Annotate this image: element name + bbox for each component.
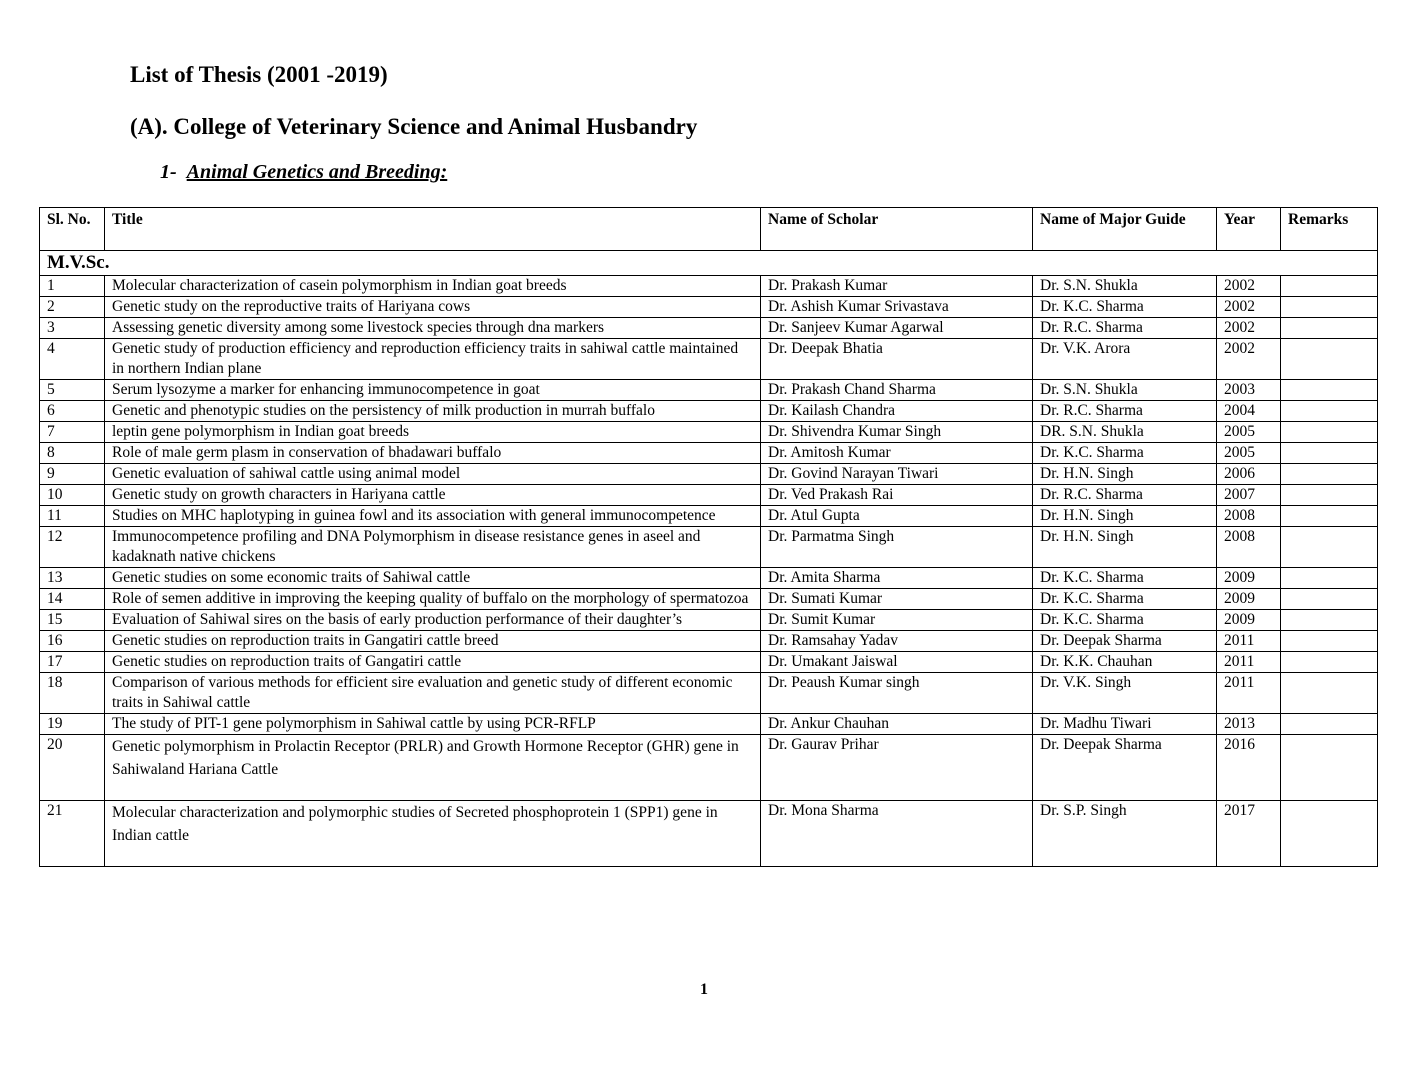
cell-year: 2009 [1217,610,1281,631]
cell-title: Studies on MHC haplotyping in guinea fowl and its association with general immunocompetence [105,506,761,527]
cell-title: Serum lysozyme a marker for enhancing immunocompetence in goat [105,380,761,401]
cell-scholar: Dr. Umakant Jaiswal [761,652,1033,673]
cell-remarks [1281,652,1378,673]
cell-sl: 16 [40,631,105,652]
cell-scholar: Dr. Amitosh Kumar [761,443,1033,464]
table-row [40,735,1378,801]
table-row [40,527,1378,568]
cell-sl: 11 [40,506,105,527]
cell-remarks [1281,401,1378,422]
cell-title: Genetic and phenotypic studies on the persistency of milk production in murrah buffalo [105,401,761,422]
cell-title: Immunocompetence profiling and DNA Polymorphism in disease resistance genes in aseel and kadaknath native chickens [105,527,761,568]
cell-year: 2002 [1217,318,1281,339]
cell-guide: DR. S.N. Shukla [1033,422,1217,443]
cell-year: 2004 [1217,401,1281,422]
cell-title: Assessing genetic diversity among some livestock species through dna markers [105,318,761,339]
cell-year: 2016 [1217,735,1281,801]
cell-year: 2009 [1217,568,1281,589]
cell-year: 2008 [1217,527,1281,568]
cell-scholar: Dr. Govind Narayan Tiwari [761,464,1033,485]
cell-year: 2002 [1217,276,1281,297]
cell-sl: 20 [40,735,105,801]
cell-sl: 13 [40,568,105,589]
table-row [40,801,1378,867]
cell-remarks [1281,485,1378,506]
col-header-guide: Name of Major Guide [1033,208,1217,251]
cell-title: Molecular characterization and polymorphic studies of Secreted phosphoprotein 1 (SPP1) gene in Indian cattle [105,801,761,867]
col-header-sl: Sl. No. [40,208,105,251]
table-row [40,443,1378,464]
cell-guide: Dr. Madhu Tiwari [1033,714,1217,735]
cell-sl: 15 [40,610,105,631]
department-number: 1- [160,161,177,183]
cell-sl: 19 [40,714,105,735]
table-row [40,297,1378,318]
cell-guide: Dr. K.C. Sharma [1033,589,1217,610]
cell-title: Comparison of various methods for efficient sire evaluation and genetic study of different economic traits in Sahiwal cattle [105,673,761,714]
cell-remarks [1281,589,1378,610]
cell-title: Molecular characterization of casein polymorphism in Indian goat breeds [105,276,761,297]
table-row [40,276,1378,297]
cell-title: Genetic study on the reproductive traits of Hariyana cows [105,297,761,318]
cell-scholar: Dr. Ankur Chauhan [761,714,1033,735]
cell-remarks [1281,631,1378,652]
col-header-remarks: Remarks [1281,208,1378,251]
cell-year: 2005 [1217,422,1281,443]
table-row [40,339,1378,380]
cell-guide: Dr. K.C. Sharma [1033,443,1217,464]
cell-scholar: Dr. Kailash Chandra [761,401,1033,422]
table-row [40,610,1378,631]
cell-scholar: Dr. Ramsahay Yadav [761,631,1033,652]
cell-year: 2013 [1217,714,1281,735]
cell-year: 2007 [1217,485,1281,506]
cell-remarks [1281,422,1378,443]
cell-remarks [1281,506,1378,527]
cell-year: 2017 [1217,801,1281,867]
cell-sl: 1 [40,276,105,297]
cell-remarks [1281,443,1378,464]
cell-scholar: Dr. Shivendra Kumar Singh [761,422,1033,443]
cell-scholar: Dr. Ved Prakash Rai [761,485,1033,506]
col-header-scholar: Name of Scholar [761,208,1033,251]
table-row [40,568,1378,589]
cell-year: 2011 [1217,652,1281,673]
cell-guide: Dr. S.N. Shukla [1033,380,1217,401]
cell-title: Role of male germ plasm in conservation of bhadawari buffalo [105,443,761,464]
cell-sl: 9 [40,464,105,485]
cell-guide: Dr. Deepak Sharma [1033,631,1217,652]
cell-year: 2006 [1217,464,1281,485]
cell-title: Role of semen additive in improving the keeping quality of buffalo on the morphology of spermatozoa [105,589,761,610]
cell-guide: Dr. H.N. Singh [1033,506,1217,527]
cell-remarks [1281,276,1378,297]
cell-title: Genetic polymorphism in Prolactin Receptor (PRLR) and Growth Hormone Receptor (GHR) gene in Sahiwaland Hariana Cattle [105,735,761,801]
cell-year: 2002 [1217,297,1281,318]
cell-sl: 12 [40,527,105,568]
cell-guide: Dr. S.P. Singh [1033,801,1217,867]
table-row [40,380,1378,401]
cell-remarks [1281,801,1378,867]
cell-scholar: Dr. Mona Sharma [761,801,1033,867]
cell-remarks [1281,735,1378,801]
cell-scholar: Dr. Ashish Kumar Srivastava [761,297,1033,318]
cell-remarks [1281,339,1378,380]
cell-guide: Dr. R.C. Sharma [1033,401,1217,422]
cell-title: Genetic study on growth characters in Hariyana cattle [105,485,761,506]
cell-guide: Dr. K.K. Chauhan [1033,652,1217,673]
cell-scholar: Dr. Prakash Chand Sharma [761,380,1033,401]
document-title: List of Thesis (2001 -2019) [130,62,388,87]
cell-remarks [1281,673,1378,714]
table-row [40,485,1378,506]
table-row [40,422,1378,443]
cell-title: Genetic studies on some economic traits of Sahiwal cattle [105,568,761,589]
cell-scholar: Dr. Peaush Kumar singh [761,673,1033,714]
col-header-title: Title [105,208,761,251]
cell-year: 2009 [1217,589,1281,610]
table-header-row [40,208,1378,251]
cell-title: Genetic studies on reproduction traits of Gangatiri cattle [105,652,761,673]
cell-title: Evaluation of Sahiwal sires on the basis of early production performance of their daughter’s [105,610,761,631]
thesis-table [39,207,1378,867]
cell-remarks [1281,568,1378,589]
cell-sl: 8 [40,443,105,464]
cell-scholar: Dr. Deepak Bhatia [761,339,1033,380]
department-name: Animal Genetics and Breeding: [186,161,448,183]
cell-guide: Dr. K.C. Sharma [1033,297,1217,318]
cell-sl: 5 [40,380,105,401]
cell-title: The study of PIT-1 gene polymorphism in Sahiwal cattle by using PCR-RFLP [105,714,761,735]
table-row [40,506,1378,527]
section-row [40,251,1378,276]
cell-scholar: Dr. Sumati Kumar [761,589,1033,610]
cell-guide: Dr. R.C. Sharma [1033,318,1217,339]
col-header-year: Year [1217,208,1281,251]
table-row [40,318,1378,339]
cell-guide: Dr. Deepak Sharma [1033,735,1217,801]
cell-sl: 18 [40,673,105,714]
cell-scholar: Dr. Atul Gupta [761,506,1033,527]
cell-title: Genetic evaluation of sahiwal cattle using animal model [105,464,761,485]
department-heading [160,161,447,184]
cell-guide: Dr. V.K. Arora [1033,339,1217,380]
cell-remarks [1281,464,1378,485]
table-row [40,401,1378,422]
cell-sl: 4 [40,339,105,380]
table-row [40,631,1378,652]
cell-guide: Dr. K.C. Sharma [1033,568,1217,589]
cell-scholar: Dr. Amita Sharma [761,568,1033,589]
cell-title: Genetic studies on reproduction traits in Gangatiri cattle breed [105,631,761,652]
cell-sl: 7 [40,422,105,443]
cell-guide: Dr. V.K. Singh [1033,673,1217,714]
table-row [40,464,1378,485]
cell-scholar: Dr. Gaurav Prihar [761,735,1033,801]
cell-scholar: Dr. Sanjeev Kumar Agarwal [761,318,1033,339]
cell-year: 2011 [1217,673,1281,714]
cell-sl: 3 [40,318,105,339]
cell-scholar: Dr. Prakash Kumar [761,276,1033,297]
cell-remarks [1281,714,1378,735]
cell-year: 2003 [1217,380,1281,401]
cell-remarks [1281,610,1378,631]
cell-sl: 14 [40,589,105,610]
cell-guide: Dr. R.C. Sharma [1033,485,1217,506]
cell-sl: 17 [40,652,105,673]
table-row [40,589,1378,610]
cell-remarks [1281,318,1378,339]
cell-sl: 6 [40,401,105,422]
cell-guide: Dr. H.N. Singh [1033,464,1217,485]
cell-scholar: Dr. Parmatma Singh [761,527,1033,568]
cell-remarks [1281,527,1378,568]
cell-scholar: Dr. Sumit Kumar [761,610,1033,631]
table-row [40,673,1378,714]
cell-year: 2008 [1217,506,1281,527]
cell-title: Genetic study of production efficiency and reproduction efficiency traits in sahiwal cattle maintained in northern Indian plane [105,339,761,380]
cell-remarks [1281,297,1378,318]
cell-guide: Dr. H.N. Singh [1033,527,1217,568]
cell-sl: 10 [40,485,105,506]
cell-sl: 21 [40,801,105,867]
college-heading: (A). College of Veterinary Science and Animal Husbandry [130,114,698,139]
cell-year: 2005 [1217,443,1281,464]
table-row [40,714,1378,735]
cell-remarks [1281,380,1378,401]
cell-sl: 2 [40,297,105,318]
cell-title: leptin gene polymorphism in Indian goat breeds [105,422,761,443]
table-row [40,652,1378,673]
section-label: M.V.Sc. [40,251,1378,276]
page-number: 1 [700,981,708,998]
cell-year: 2011 [1217,631,1281,652]
cell-guide: Dr. S.N. Shukla [1033,276,1217,297]
cell-guide: Dr. K.C. Sharma [1033,610,1217,631]
cell-year: 2002 [1217,339,1281,380]
